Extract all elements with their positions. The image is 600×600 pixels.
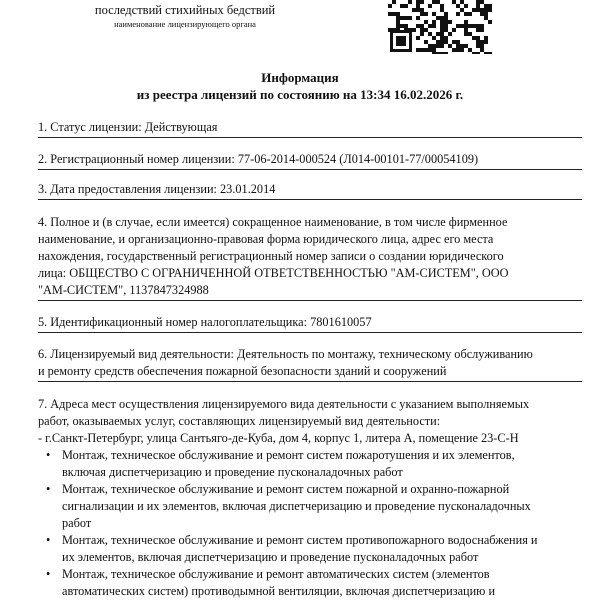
organization-name-line: нахождения, государственный регистрационный номер записи о создании юридического (38, 249, 504, 263)
bullet-icon: • (46, 567, 51, 581)
list-item-line: Монтаж, техническое обслуживание и ремонт автоматических систем (элементов (62, 567, 490, 581)
field-underline (38, 332, 582, 333)
list-item-line: автоматических систем) противодымной вентиляции, включая диспетчеризацию и (62, 584, 496, 598)
bullet-icon: • (46, 482, 51, 496)
activity-addresses-line: работ, оказываемых услуг, составляющих лицензируемый вид деятельности: (38, 414, 441, 428)
document-title (0, 69, 600, 103)
licensed-activity-line: 6. Лицензируемый вид деятельности: Деятельность по монтажу, техническому обслуживанию (38, 347, 533, 361)
organization-name-line: лица: ОБЩЕСТВО С ОГРАНИЧЕННОЙ ОТВЕТСТВЕННОСТЬЮ "АМ-СИСТЕМ", ООО (38, 266, 509, 280)
licensed-activity-line: и ремонту средств обеспечения пожарной безопасности зданий и сооружений (38, 364, 447, 378)
bullet-icon: • (46, 533, 51, 547)
list-item-line: Монтаж, техническое обслуживание и ремонт систем пожарной и охранно-пожарной (62, 482, 510, 496)
organization-name (38, 214, 582, 299)
title-line-1: Информация (261, 70, 339, 85)
list-item (38, 481, 586, 532)
taxpayer-id: 5. Идентификационный номер налогоплательщика: 7801610057 (38, 315, 372, 329)
organization-name-line: 4. Полное и (в случае, если имеется) сокращенное наименование, в том числе фирменное (38, 215, 508, 229)
list-item-line: сигнализации и их элементов, включая диспетчеризацию и проведение пусконаладочных (62, 499, 531, 513)
license-status: 1. Статус лицензии: Действующая (38, 120, 218, 134)
list-item-line: включая диспетчеризацию и проведение пусконаладочных работ (62, 465, 403, 479)
licensed-activity (38, 346, 582, 380)
title-line-2: из реестра лицензий по состоянию на 13:34 16.02.2026 г. (136, 87, 464, 102)
registration-number: 2. Регистрационный номер лицензии: 77-06-2014-000524 (Л014-00101-77/00054109) (38, 152, 479, 166)
organization-name-line: "АМ-СИСТЕМ", 1137847324988 (38, 283, 209, 297)
list-item (38, 532, 586, 566)
field-underline (38, 300, 582, 301)
issuing-authority-name: последствий стихийных бедствий (94, 3, 276, 17)
field-underline (38, 199, 582, 200)
list-item-line: Монтаж, техническое обслуживание и ремонт систем противопожарного водоснабжения и (62, 533, 538, 547)
field-underline (38, 137, 582, 138)
address-line: - г.Санкт-Петербург, улица Сантьяго-де-Куба, дом 4, корпус 1, литера А, помещение 23-С-Н (38, 431, 519, 445)
qr-code-icon (388, 0, 492, 54)
list-item-line: работ (62, 516, 92, 530)
activity-addresses (38, 396, 582, 447)
bullet-icon: • (46, 448, 51, 462)
activity-addresses-line: 7. Адреса мест осуществления лицензируемого вида деятельности с указанием выполняемых (38, 397, 530, 411)
field-underline (38, 169, 582, 170)
list-item-line: их элементов, включая диспетчеризацию и проведение пусконаладочных работ (62, 550, 479, 564)
issuing-authority-caption: наименование лицензирующего органа (114, 19, 256, 29)
organization-name-line: наименование, и организационно-правовая форма юридического лица, адрес его места (38, 232, 494, 246)
list-item-line: Монтаж, техническое обслуживание и ремонт систем пожаротушения и их элементов, (62, 448, 515, 462)
field-underline (38, 381, 582, 382)
works-list (38, 447, 586, 600)
list-item (38, 566, 586, 600)
list-item (38, 447, 586, 481)
license-date: 3. Дата предоставления лицензии: 23.01.2014 (38, 182, 276, 196)
